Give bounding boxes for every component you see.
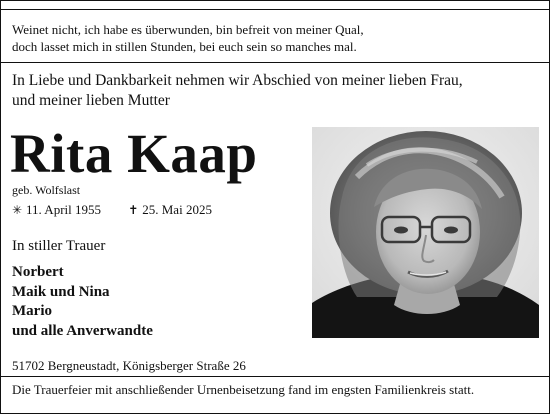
survivor-3: Mario	[12, 303, 52, 319]
farewell-line-2: und meiner lieben Mutter	[12, 92, 170, 109]
farewell-line-1: In Liebe und Dankbarkeit nehmen wir Abschied von meiner lieben Frau,	[12, 72, 463, 89]
portrait-photo	[312, 127, 539, 338]
death-cross-icon: ✝	[128, 203, 139, 217]
address: 51702 Bergneustadt, Königsberger Straße 26	[12, 358, 246, 373]
poem	[12, 21, 364, 55]
death-date: 25. Mai 2025	[142, 202, 212, 217]
top-rule	[1, 9, 549, 10]
farewell-text	[12, 71, 463, 111]
death-date-group	[128, 202, 212, 218]
survivor-4: und alle Anverwandte	[12, 322, 153, 339]
survivor-1: Norbert	[12, 264, 64, 280]
poem-line-2: doch lasset mich in stillen Stunden, bei euch sein so manches mal.	[12, 39, 357, 54]
birth-date: 11. April 1955	[26, 202, 101, 217]
bottom-divider-rule	[1, 376, 549, 377]
survivor-2: Maik und Nina	[12, 283, 110, 300]
birth-name: geb. Wolfslast	[12, 183, 81, 197]
service-note: Die Trauerfeier mit anschließender Urnenbeisetzung fand im engsten Familienkreis statt.	[12, 382, 475, 397]
life-dates	[12, 202, 212, 218]
birth-date-group	[12, 202, 101, 218]
survivors-list	[12, 263, 153, 341]
divider-rule	[1, 62, 549, 63]
mourning-line: In stiller Trauer	[12, 238, 106, 254]
birth-star-icon: ✳	[12, 203, 23, 217]
poem-line-1: Weinet nicht, ich habe es überwunden, bin befreit von meiner Qual,	[12, 22, 364, 37]
deceased-name: Rita Kaap	[10, 123, 258, 184]
